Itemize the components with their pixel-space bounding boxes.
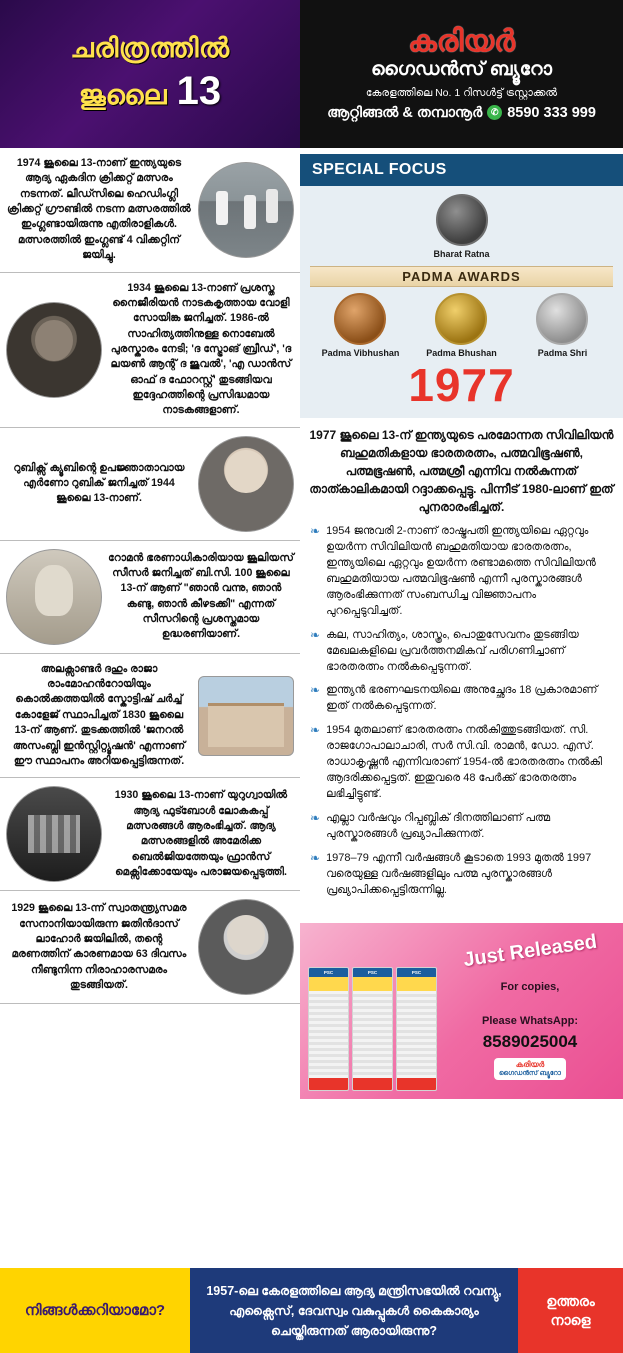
bharat-ratna-block — [310, 194, 613, 259]
bullet-text: ഇന്ത്യൻ ഭരണഘടനയിലെ അനുച്ഛേദം 18 പ്രകാരമാണ് ഇത് നൽകപ്പെടുന്നത്. — [326, 684, 598, 713]
brand-contact — [327, 105, 596, 121]
droplet-bullet-icon: ❧ — [310, 850, 321, 865]
page-title: ചരിത്രത്തിൽ — [70, 32, 230, 63]
focus-bullet-list — [300, 520, 623, 917]
padma-shri-label: Padma Shri — [537, 348, 588, 358]
tomorrow-label: നാളെ — [550, 1311, 591, 1328]
timeline-item-text: 1929 ജൂലൈ 13-ന്ന് സ്വാതന്ത്ര്യസമര സേനാനിയായിരുന്ന ജതിൻദാസ് ലാഹോർ ജയിലിൽ, തന്റെ മരണത്തിന് കാരണമായ 63 ദിവസം നീണ്ടുനിന്ന നിരാഹാരസമരം തുടങ്ങിയത്. — [11, 902, 187, 991]
book-cover — [352, 967, 393, 1091]
droplet-bullet-icon: ❧ — [310, 524, 321, 538]
list-item — [310, 683, 613, 715]
timeline-item — [0, 891, 300, 1004]
erno-rubik-portrait — [198, 436, 294, 532]
timeline-item — [0, 778, 300, 891]
brand-phone-number: 8590 333 999 — [507, 104, 596, 121]
padma-vibhushan-cell — [311, 293, 411, 358]
jatindra-nath-das-portrait — [198, 899, 294, 995]
timeline-item-text: അലക്സാണ്ടർ ദഹും രാജാ രാംമോഹൻറോയിയും കൊൽക്കത്തയിൽ സ്കോട്ടിഷ് ചർച്ച് കോളേജ് സ്ഥാപിച്ചത് 1830 ജൂലൈ 13-ന് ആണ്. തുടക്കത്തിൽ 'ജനറൽ അസംബ്ലി ഇൻസ്റ്റിറ്റ്യൂഷൻ' എന്നാണ് ഈ സ്ഥാപനം അറിയപ്പെട്ടിരുന്നത്. — [12, 662, 186, 767]
timeline-item — [0, 541, 300, 654]
bullet-text: എല്ലാ വർഷവും റിപ്പബ്ലിക് ദിനത്തിലാണ് പത്മ പുരസ്കാരങ്ങൾ പ്രഖ്യാപിക്കുന്നത്. — [326, 812, 551, 840]
ad-logo-line2: ഗൈഡൻസ് ബ്യൂറോ — [499, 1070, 561, 1078]
brand-name: കരിയർ — [407, 25, 516, 59]
answer-tomorrow-badge — [518, 1268, 623, 1353]
timeline-item-text: 1974 ജൂലൈ 13-നാണ് ഇന്ത്യയുടെ ആദ്യ ഏകദിന ക്രിക്കറ്റ് മത്സരം നടന്നത്. ലീഡ്സിലെ ഹെഡിംഗ്ലി ക്രിക്കറ്റ് ഗ്രൗണ്ടിൽ നടന്ന മത്സരത്തിൽ ഇംഗ്ലണ്ടായിരുന്നു എതിരാളികൾ. മത്സരത്തിൽ ഇംഗ്ലണ്ട് 4 വിക്കറ്റിന് ജയിച്ചു. — [7, 157, 191, 262]
timeline-item — [0, 654, 300, 779]
wole-soyinka-portrait — [6, 302, 102, 398]
timeline-item — [0, 428, 300, 541]
book-title: PSC — [397, 968, 436, 977]
bullet-text: 1978–79 എന്നീ വർഷങ്ങൾ കൂടാതെ 1993 മുതൽ 1997 വരെയുള്ള വർഷങ്ങളിലും പത്മ പുരസ്കാരങ്ങൾ പ്രഖ്യാപിക്കപ്പെട്ടിരുന്നില്ല. — [326, 851, 592, 896]
book-footer — [397, 1078, 436, 1090]
list-item — [310, 723, 613, 803]
book-title: PSC — [353, 968, 392, 977]
bharat-ratna-label: Bharat Ratna — [433, 249, 490, 259]
padma-shri-medal-icon — [536, 293, 588, 345]
droplet-bullet-icon: ❧ — [310, 723, 321, 738]
book-band — [309, 977, 348, 991]
bharat-ratna-medal-icon — [436, 194, 488, 246]
book-body — [397, 991, 436, 1078]
padma-shri-cell — [513, 293, 613, 358]
advertisement-banner[interactable] — [300, 923, 623, 1099]
phone-icon: ✆ — [487, 105, 502, 120]
scottish-church-college-photo — [198, 676, 294, 756]
book-cover — [308, 967, 349, 1091]
droplet-bullet-icon: ❧ — [310, 683, 321, 698]
padma-awards-title: PADMA AWARDS — [310, 266, 613, 287]
timeline-item-text: 1934 ജൂലൈ 13-നാണ് പ്രശസ്ത നൈജീരിയൻ നാടകകൃത്തായ വോളി സോയിങ്ക ജനിച്ചത്. 1986-ൽ സാഹിത്യത്തിനുള്ള നൊബേൽ പുരസ്കാരം നേടി; 'ദ സ്ട്രോങ് ബ്രീഡ്', 'ദ ലയൺ ആന്റ് ദ ജുവൽ', 'എ ഡാൻസ് ഓഫ് ദ ഫോറസ്റ്റ്' തുടങ്ങിയവ ഇദ്ദേഹത്തിന്റെ പ്രസിദ്ധമായ നാടകങ്ങളാണ്. — [110, 281, 292, 417]
brand-block — [300, 0, 623, 148]
page-footer — [0, 1268, 623, 1353]
list-item — [310, 524, 613, 620]
bullet-text: 1954 മുതലാണ് ഭാരതരത്നം നൽകിത്തുടങ്ങിയത്. സി. രാജഗോപാലാചാരി, സർ സി.വി. രാമൻ, ഡോ. എസ്. രാധാകൃഷ്ണൻ എന്നിവരാണ് 1954-ൽ ഭാരതരത്നം നൽകി ആദരിക്കപ്പെട്ടത്. ഇതുവരെ 48 പേർക്ക് ഭാരതരത്നം ലഭിച്ചിട്ടുണ്ട്. — [326, 724, 602, 801]
timeline-item-text: 1930 ജൂലൈ 13-നാണ് യുറുഗ്വായിൽ ആദ്യ ഫുട്ബോൾ ലോകകപ്പ് മത്സരങ്ങൾ ആരംഭിച്ചത്. ആദ്യ മത്സരങ്ങളിൽ അമേരിക്ക ബെൽജിയത്തേയും ഫ്രാൻസ് മെക്സിക്കോയേയും പരാജയപ്പെടുത്തി. — [114, 789, 288, 878]
brand-subname: ഗൈഡൻസ് ബ്യൂറോ — [370, 59, 553, 81]
header-title-block — [0, 0, 300, 148]
awards-card — [300, 186, 623, 418]
list-item — [310, 851, 613, 899]
special-focus-heading: SPECIAL FOCUS — [300, 154, 623, 186]
ad-brand-logo — [494, 1058, 566, 1080]
did-you-know-label: നിങ്ങൾക്കറിയാമോ? — [0, 1268, 190, 1353]
padma-vibhushan-medal-icon — [334, 293, 386, 345]
droplet-bullet-icon: ❧ — [310, 811, 321, 825]
timeline-item — [0, 148, 300, 273]
list-item — [310, 628, 613, 676]
book-title: PSC — [309, 968, 348, 977]
book-band — [353, 977, 392, 991]
timeline-item — [0, 273, 300, 428]
answer-label: ഉത്തരം — [546, 1293, 595, 1310]
list-item — [310, 811, 613, 843]
timeline-item-text: റുബിക്സ് ക്യൂബിന്റെ ഉപജ്ഞാതാവായ എർണോ റുബിക് ജനിച്ചത് 1944 ജൂലൈ 13-നാണ്. — [13, 461, 185, 505]
book-body — [309, 991, 348, 1078]
padma-bhushan-medal-icon — [435, 293, 487, 345]
focus-year: 1977 — [408, 359, 515, 411]
whatsapp-label: Please WhatsApp: — [482, 1014, 578, 1027]
book-body — [353, 991, 392, 1078]
julius-caesar-bust — [6, 549, 102, 645]
book-band — [397, 977, 436, 991]
book-footer — [353, 1078, 392, 1090]
bullet-text: കല, സാഹിത്യം, ശാസ്ത്രം, പൊതുസേവനം തുടങ്ങിയ മേഖലകളിലെ പ്രവർത്തനമികവ് പരിഗണിച്ചാണ് ഭാരതരത്നം നൽകപ്പെടുന്നത്. — [326, 628, 579, 673]
month-label: ജൂലൈ — [78, 80, 167, 111]
first-world-cup-photo — [6, 786, 102, 882]
padma-bhushan-cell — [412, 293, 512, 358]
special-focus-column — [300, 148, 623, 1268]
droplet-bullet-icon: ❧ — [310, 627, 321, 642]
just-released-label: Just Released — [461, 931, 599, 972]
timeline-column — [0, 148, 300, 1268]
ad-logo-line1: കരിയർ — [515, 1060, 545, 1070]
padma-bhushan-label: Padma Bhushan — [426, 348, 497, 358]
branch-locations: ആറ്റിങ്ങൽ & തമ്പാനൂർ — [327, 104, 483, 121]
timeline-item-text: റോമൻ ഭരണാധികാരിയായ ജൂലിയസ് സീസർ ജനിച്ചത് ബി.സി. 100 ജൂലൈ 13-ന് ആണ് "ഞാൻ വന്നു, ഞാൻ കണ്ടു, ഞാൻ കീഴടക്കി" എന്നത് സീസറിന്റെ പ്രശസ്തമായ ഉദ്ധരണിയാണ്. — [108, 551, 294, 641]
page-body — [0, 148, 623, 1268]
padma-medals-row — [310, 293, 613, 358]
date-line — [79, 69, 221, 114]
book-covers — [308, 931, 437, 1091]
ad-phone-number[interactable]: 8589025004 — [482, 1032, 578, 1052]
page-header — [0, 0, 623, 148]
focus-lead-text: 1977 ജൂലൈ 13-ന് ഇന്ത്യയുടെ പരമോന്നത സിവിലിയൻ ബഹുമതികളായ ഭാരതരത്നം, പത്മവിഭൂഷൺ, പത്മഭൂഷൺ, പത്മശ്രീ എന്നിവ നൽകുന്നത് താത്കാലികമായി റദ്ദാക്കപ്പെട്ടു. പിന്നീട് 1980-ലാണ് ഇത് പുനരാരംഭിച്ചത്. — [309, 428, 614, 514]
book-footer — [309, 1078, 348, 1090]
cricket-match-photo — [198, 162, 294, 258]
padma-vibhushan-label: Padma Vibhushan — [321, 348, 400, 358]
book-cover — [396, 967, 437, 1091]
ad-copy-block — [445, 931, 615, 1091]
brand-tagline: കേരളത്തിലെ No. 1 റിസൾട്ട് ട്രസ്റ്റാക്കൽ — [365, 86, 558, 99]
day-number: 13 — [176, 69, 222, 114]
for-copies-label: For copies, — [500, 981, 560, 994]
quiz-question: 1957-ലെ കേരളത്തിലെ ആദ്യ മന്ത്രിസഭയിൽ റവന്യു, എക്സൈസ്, ദേവസ്വം വകുപ്പുകൾ കൈകാര്യം ചെയ്തിരുന്നത് ആരായിരുന്നു? — [190, 1268, 518, 1353]
bullet-text: 1954 ജനുവരി 2-നാണ് രാഷ്ട്രപതി ഇന്ത്യയിലെ ഏറ്റവും ഉയർന്ന സിവിലിയൻ ബഹുമതിയായ ഭാരതരത്നം, ഇന്ത്യയിലെ ഏറ്റവും ഉയർന്ന രണ്ടാമത്തെ സിവിലിയൻ ബഹുമതിയായ പത്മവിഭൂഷൺ എന്നീ പുരസ്കാരങ്ങൾ ആരംഭിക്കുന്നത് സംബന്ധിച്ച വിജ്ഞാപനം പുറപ്പെടുവിച്ചത്. — [326, 525, 596, 617]
